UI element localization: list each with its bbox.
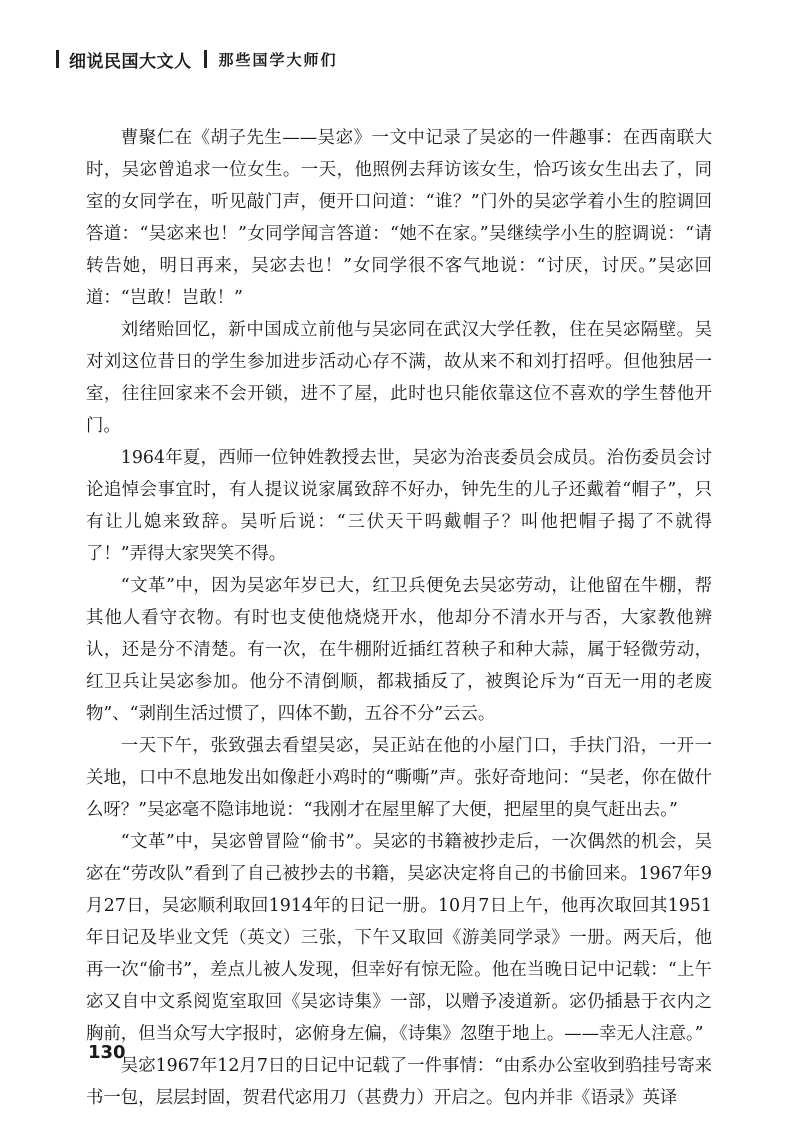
paragraph: “文革”中，因为吴宓年岁已大，红卫兵便免去吴宓劳动，让他留在牛棚，帮其他人看守衣物。有时也支使他烧烧开水，他却分不清水开与否，大家教他辨认，还是分不清楚。有一次，在牛棚附近插红苕秧子和种大蒜，属于轻微劳动，红卫兵让吴宓参加。他分不清倒顺，都栽插反了，被舆论斥为“百无一用的老废物”、“剥削生活过惯了，四体不勤，五谷不分”云云。 bbox=[86, 576, 712, 724]
book-title: 细说民国大文人 bbox=[69, 51, 192, 72]
body-text bbox=[86, 122, 712, 1114]
header-bar-separator bbox=[204, 50, 207, 68]
page-number: 130 bbox=[88, 1042, 126, 1063]
paragraph: “文革”中，吴宓曾冒险“偷书”。吴宓的书籍被抄走后，一次偶然的机会，吴宓在“劳改队”看到了自己被抄去的书籍，吴宓决定将自己的书偷回来。1967年9月27日，吴宓顺利取回1914年的日记一册。10月7日上午，他再次取回其1951年日记及毕业文凭（英文）三张，下午又取回《游美同学录》一册。两天后，他再一次“偷书”，差点儿被人发现，但幸好有惊无险。他在当晚日记中记载：“上午宓又自中文系阅览室取回《吴宓诗集》一部，以赠予凌道新。宓仍插悬于衣内之胸前，但当众写大字报时，宓俯身左偏，《诗集》忽堕于地上。——幸无人注意。” bbox=[86, 832, 712, 1044]
chapter-title: 那些国学大师们 bbox=[218, 50, 338, 69]
paragraph: 1964年夏，西师一位钟姓教授去世，吴宓为治丧委员会成员。治伤委员会讨论追悼会事宜时，有人提议说家属致辞不好办，钟先生的儿子还戴着“帽子”，只有让儿媳来致辞。吴听后说：“三伏天干吗戴帽子？叫他把帽子揭了不就得了！”弄得大家哭笑不得。 bbox=[86, 448, 712, 564]
header-bar-left bbox=[56, 50, 59, 68]
paragraph: 刘绪贻回忆，新中国成立前他与吴宓同在武汉大学任教，住在吴宓隔壁。吴对刘这位昔日的学生参加进步活动心存不满，故从来不和刘打招呼。但他独居一室，往往回家来不会开锁，进不了屋，此时也只能依靠这位不喜欢的学生替他开门。 bbox=[86, 320, 712, 436]
paragraph: 吴宓1967年12月7日的日记中记载了一件事情：“由系办公室收到驺挂号寄来书一包，层层封固，贺君代宓用刀（甚费力）开启之。包内并非《语录》英译 bbox=[86, 1056, 712, 1108]
paragraph: 曹聚仁在《胡子先生——吴宓》一文中记录了吴宓的一件趣事：在西南联大时，吴宓曾追求一位女生。一天，他照例去拜访该女生，恰巧该女生出去了，同室的女同学在，听见敲门声，便开口问道：“谁？”门外的吴宓学着小生的腔调回答道：“吴宓来也！”女同学闻言答道：“她不在家。”吴继续学小生的腔调说：“请转告她，明日再来，吴宓去也！”女同学很不客气地说：“讨厌，讨厌。”吴宓回道：“岂敢！岂敢！” bbox=[86, 128, 712, 308]
paragraph: 一天下午，张致强去看望吴宓，吴正站在他的小屋门口，手扶门沿，一开一关地，口中不息地发出如像赶小鸡时的“嘶嘶”声。张好奇地问：“吴老，你在做什么呀？”吴宓毫不隐讳地说：“我刚才在屋里解了大便，把屋里的臭气赶出去。” bbox=[86, 736, 712, 820]
running-head bbox=[56, 46, 338, 72]
